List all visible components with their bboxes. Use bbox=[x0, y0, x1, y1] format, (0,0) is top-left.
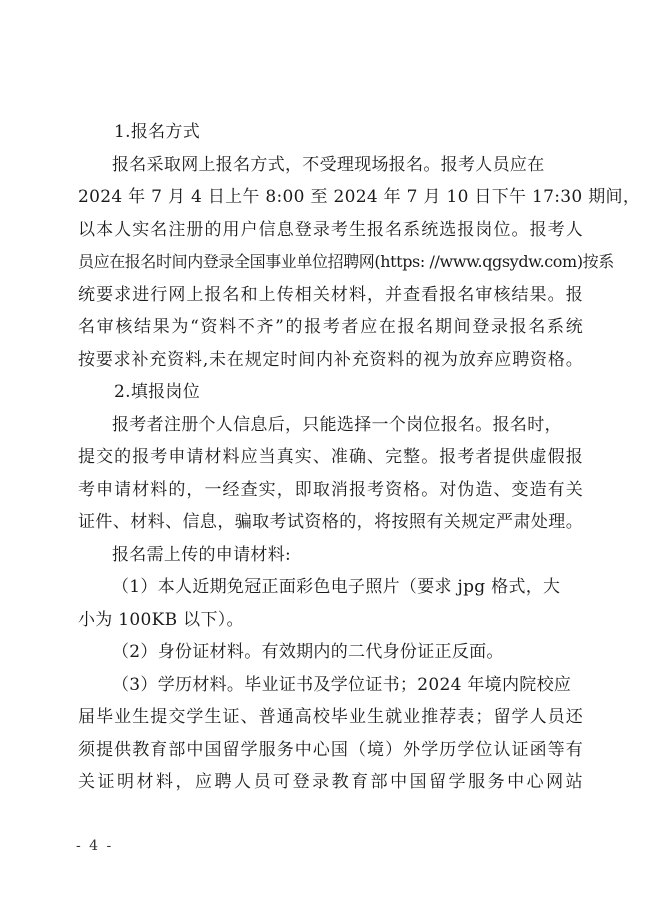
paragraph-line: 届毕业生提交学生证、普通高校毕业生就业推荐表；留学人员还 bbox=[78, 707, 583, 727]
list-item-education: （3）学历材料。毕业证书及学位证书；2024 年境内院校应 bbox=[112, 674, 572, 695]
paragraph-line: 提交的报考申请材料应当真实、准确、完整。报考者提供虚假报 bbox=[78, 447, 583, 467]
paragraph-line: 2024 年 7 月 4 日上午 8:00 至 2024 年 7 月 10 日下午 17:30 期间， bbox=[78, 187, 641, 207]
paragraph-line: 须提供教育部中国留学服务中心国（境）外学历学位认证函等有 bbox=[78, 739, 583, 760]
paragraph-line: 统要求进行网上报名和上传相关材料，并查看报名审核结果。报 bbox=[78, 284, 583, 305]
page-number: - 4 - bbox=[76, 838, 114, 854]
document-body bbox=[78, 116, 641, 799]
paragraph-line-with-url: 员应在报名时间内登录全国事业单位招聘网(https: //www.qgsydw.com)按系 bbox=[78, 252, 614, 271]
list-item-photo-continued: 小为 100KB 以下）。 bbox=[78, 609, 244, 630]
section-heading-registration-method: 1.报名方式 bbox=[114, 122, 201, 142]
paragraph-line: 报名需上传的申请材料: bbox=[112, 544, 292, 565]
paragraph-line: 按要求补充资料,未在规定时间内补充资料的视为放弃应聘资格。 bbox=[78, 349, 583, 370]
paragraph-line: 以本人实名注册的用户信息登录考生报名系统选报岗位。报考人 bbox=[78, 219, 583, 240]
paragraph-line: 名审核结果为“资料不齐”的报考者应在报名期间登录报名系统 bbox=[78, 317, 583, 337]
paragraph-line: 报名采取网上报名方式，不受理现场报名。报考人员应在 bbox=[112, 154, 545, 175]
list-item-photo: （1）本人近期免冠正面彩色电子照片（要求 jpg 格式，大 bbox=[112, 577, 561, 597]
paragraph-line: 证件、材料、信息，骗取考试资格的，将按照有关规定严肃处理。 bbox=[78, 512, 583, 532]
list-item-id-card: （2）身份证材料。有效期内的二代身份证正反面。 bbox=[112, 642, 504, 662]
paragraph-line: 考申请材料的，一经查实，即取消报考资格。对伪造、变造有关 bbox=[78, 479, 583, 500]
paragraph-line: 关证明材料，应聘人员可登录教育部中国留学服务中心网站 bbox=[78, 772, 583, 792]
section-heading-fill-position: 2.填报岗位 bbox=[114, 382, 201, 402]
paragraph-line: 报考者注册个人信息后，只能选择一个岗位报名。报名时， bbox=[112, 414, 562, 435]
